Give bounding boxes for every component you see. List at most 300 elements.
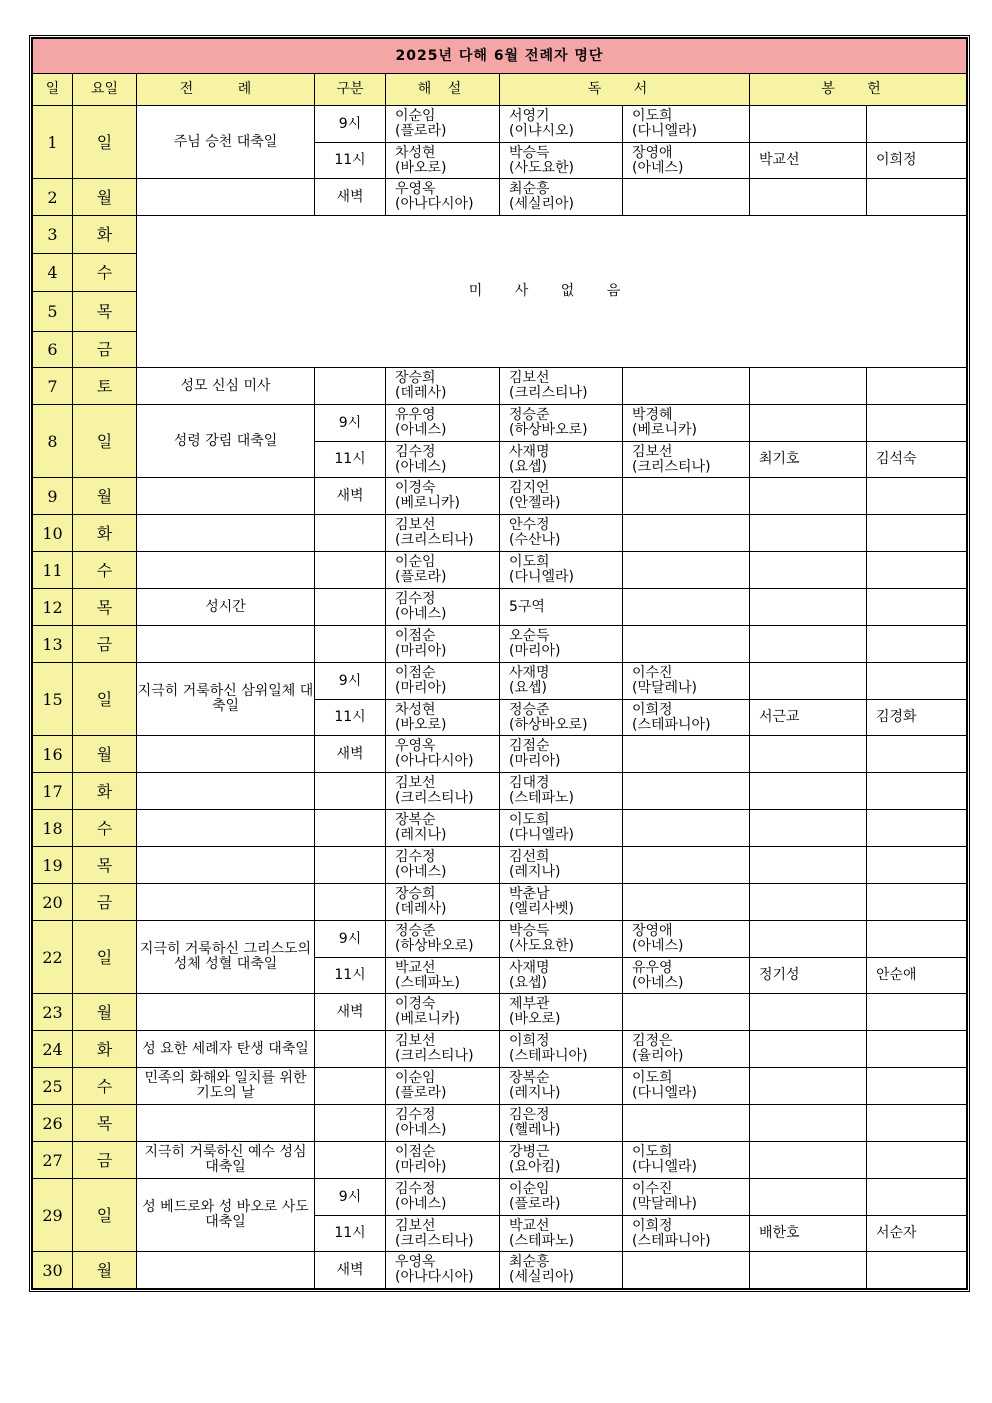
weekday-cell: 일 xyxy=(73,921,137,994)
table-row xyxy=(33,515,967,552)
offertory-cell-1 xyxy=(750,921,867,958)
person-name: 이희정 xyxy=(509,1033,550,1049)
day-cell: 5 xyxy=(33,292,73,332)
person-cell xyxy=(623,1105,750,1142)
person-cell xyxy=(386,1068,500,1105)
baptismal-name: (마리아) xyxy=(395,680,447,696)
baptismal-name: (데레사) xyxy=(395,385,447,401)
person-name: 장영애 xyxy=(632,923,673,939)
person-cell xyxy=(623,884,750,921)
day-cell: 20 xyxy=(33,884,73,921)
offertory-cell-1 xyxy=(750,626,867,663)
person-name: 김보선 xyxy=(395,1033,436,1049)
offertory-cell-1 xyxy=(750,1031,867,1068)
person-name: 이순임 xyxy=(395,554,436,570)
baptismal-name: (안젤라) xyxy=(509,495,561,511)
offertory-cell-2 xyxy=(867,773,967,810)
offertory-cell-1 xyxy=(750,478,867,515)
person-name: 김대경 xyxy=(509,775,550,791)
baptismal-name: (하상바오로) xyxy=(509,422,588,438)
offertory-cell-2 xyxy=(867,847,967,884)
offertory-cell-1 xyxy=(750,1252,867,1289)
person-cell xyxy=(386,1142,500,1179)
offertory-cell-2 xyxy=(867,179,967,216)
day-cell: 7 xyxy=(33,368,73,405)
weekday-cell: 목 xyxy=(73,292,137,332)
person-cell xyxy=(623,958,750,994)
baptismal-name: (스테파노) xyxy=(509,790,575,806)
person-cell xyxy=(623,143,750,179)
person-name: 김수정 xyxy=(395,1107,436,1123)
person-cell xyxy=(500,143,623,179)
person-name: 이순임 xyxy=(395,108,436,124)
person-name: 차성현 xyxy=(395,144,436,161)
weekday-cell: 화 xyxy=(73,773,137,810)
person-name: 제부관 xyxy=(509,996,550,1012)
day-cell: 6 xyxy=(33,332,73,368)
person-name: 사재명 xyxy=(509,443,550,460)
baptismal-name: (레지나) xyxy=(509,864,561,880)
person-cell xyxy=(623,1031,750,1068)
person-name: 이수진 xyxy=(632,1181,673,1197)
person-name: 이경숙 xyxy=(395,480,436,496)
person-cell xyxy=(386,552,500,589)
person-name: 유우영 xyxy=(395,407,436,423)
baptismal-name: (하상바오로) xyxy=(395,938,474,954)
person-name: 이희정 xyxy=(632,701,673,718)
baptismal-name: (마리아) xyxy=(395,1159,447,1175)
person-cell xyxy=(623,921,750,958)
day-cell: 27 xyxy=(33,1142,73,1179)
offertory-cell-2 xyxy=(867,106,967,143)
mass-time-cell: 11시 xyxy=(315,700,386,736)
person-cell xyxy=(623,589,750,626)
person-cell xyxy=(500,552,623,589)
person-cell xyxy=(623,478,750,515)
header-commentary: 해 설 xyxy=(386,74,500,106)
weekday-cell: 목 xyxy=(73,1105,137,1142)
baptismal-name: (레지나) xyxy=(509,1085,561,1101)
person-name: 장복순 xyxy=(395,812,436,828)
mass-time-cell xyxy=(315,884,386,921)
person-cell xyxy=(386,1105,500,1142)
day-cell: 25 xyxy=(33,1068,73,1105)
person-cell xyxy=(500,478,623,515)
day-cell: 10 xyxy=(33,515,73,552)
person-name: 장복순 xyxy=(509,1070,550,1086)
person-cell xyxy=(500,736,623,773)
baptismal-name: (스테파니아) xyxy=(632,716,711,733)
offertory-cell-2: 안순애 xyxy=(867,958,967,994)
weekday-cell: 일 xyxy=(73,106,137,179)
baptismal-name: (아네스) xyxy=(632,974,684,991)
person-name: 이점순 xyxy=(395,628,436,644)
baptismal-name: (크리스티나) xyxy=(509,385,588,401)
person-cell xyxy=(386,1179,500,1216)
mass-time-cell xyxy=(315,626,386,663)
baptismal-name: (마리아) xyxy=(509,643,561,659)
person-cell xyxy=(386,143,500,179)
weekday-cell: 화 xyxy=(73,1031,137,1068)
person-name: 김보선 xyxy=(395,1217,436,1234)
person-name: 정승준 xyxy=(509,407,550,423)
baptismal-name: (플로라) xyxy=(395,123,447,139)
weekday-cell: 월 xyxy=(73,478,137,515)
celebration-cell xyxy=(137,179,315,216)
offertory-cell-2: 이희정 xyxy=(867,143,967,179)
weekday-cell: 월 xyxy=(73,994,137,1031)
offertory-cell-1: 서근교 xyxy=(750,700,867,736)
mass-time-cell: 11시 xyxy=(315,1216,386,1252)
baptismal-name: (하상바오로) xyxy=(509,716,588,733)
person-name: 유우영 xyxy=(632,959,673,976)
mass-time-cell: 9시 xyxy=(315,1179,386,1216)
offertory-cell-2 xyxy=(867,663,967,700)
person-name: 정승준 xyxy=(395,923,436,939)
offertory-cell-1: 배한호 xyxy=(750,1216,867,1252)
mass-time-cell: 새벽 xyxy=(315,478,386,515)
baptismal-name: (플로라) xyxy=(509,1196,561,1212)
weekday-cell: 수 xyxy=(73,1068,137,1105)
person-cell xyxy=(500,405,623,442)
table-row xyxy=(33,994,967,1031)
person-cell xyxy=(623,1216,750,1252)
mass-time-cell xyxy=(315,368,386,405)
baptismal-name: (데레사) xyxy=(395,901,447,917)
offertory-cell-1 xyxy=(750,736,867,773)
offertory-cell-2 xyxy=(867,884,967,921)
person-cell xyxy=(500,1031,623,1068)
weekday-cell: 수 xyxy=(73,552,137,589)
person-name: 이순임 xyxy=(509,1181,550,1197)
person-cell xyxy=(623,663,750,700)
person-cell xyxy=(386,958,500,994)
table-row xyxy=(33,179,967,216)
person-cell xyxy=(500,1142,623,1179)
person-cell xyxy=(623,736,750,773)
table-row xyxy=(33,106,967,143)
offertory-cell-2 xyxy=(867,1105,967,1142)
baptismal-name: (크리스티나) xyxy=(395,790,474,806)
day-cell: 24 xyxy=(33,1031,73,1068)
weekday-cell: 금 xyxy=(73,1142,137,1179)
day-cell: 1 xyxy=(33,106,73,179)
celebration-cell xyxy=(137,884,315,921)
offertory-cell-2: 서순자 xyxy=(867,1216,967,1252)
day-cell: 19 xyxy=(33,847,73,884)
person-cell xyxy=(500,1179,623,1216)
baptismal-name: (레지나) xyxy=(395,827,447,843)
baptismal-name: (바오로) xyxy=(395,159,447,176)
day-cell: 17 xyxy=(33,773,73,810)
day-cell: 3 xyxy=(33,216,73,254)
header-celebration: 전 례 xyxy=(137,74,315,106)
table-row xyxy=(33,847,967,884)
baptismal-name: (아네스) xyxy=(632,938,684,954)
celebration-cell: 성 요한 세례자 탄생 대축일 xyxy=(137,1031,315,1068)
day-cell: 4 xyxy=(33,254,73,292)
offertory-cell-2 xyxy=(867,1068,967,1105)
person-cell xyxy=(500,106,623,143)
person-cell xyxy=(500,368,623,405)
table-row xyxy=(33,1252,967,1289)
celebration-cell: 지극히 거룩하신 삼위일체 대축일 xyxy=(137,663,315,736)
offertory-cell-2: 김경화 xyxy=(867,700,967,736)
baptismal-name: (베로니카) xyxy=(395,495,461,511)
table-row xyxy=(33,884,967,921)
baptismal-name: (요셉) xyxy=(509,458,547,475)
mass-time-cell xyxy=(315,589,386,626)
offertory-cell-1 xyxy=(750,106,867,143)
person-name: 서영기 xyxy=(509,108,550,124)
baptismal-name: (다니엘라) xyxy=(509,827,575,843)
baptismal-name: (베로니카) xyxy=(632,422,698,438)
person-cell xyxy=(500,1252,623,1289)
celebration-cell xyxy=(137,736,315,773)
day-cell: 15 xyxy=(33,663,73,736)
header-readers: 독 서 xyxy=(500,74,750,106)
day-cell: 30 xyxy=(33,1252,73,1289)
weekday-cell: 일 xyxy=(73,405,137,478)
person-name: 장승희 xyxy=(395,886,436,902)
person-cell xyxy=(386,1031,500,1068)
offertory-cell-2 xyxy=(867,810,967,847)
mass-time-cell xyxy=(315,552,386,589)
person-name: 안수정 xyxy=(509,517,550,533)
weekday-cell: 일 xyxy=(73,663,137,736)
baptismal-name: (아네스) xyxy=(395,1122,447,1138)
mass-time-cell: 11시 xyxy=(315,958,386,994)
person-name: 강병근 xyxy=(509,1144,550,1160)
day-cell: 22 xyxy=(33,921,73,994)
mass-time-cell xyxy=(315,773,386,810)
offertory-cell-1 xyxy=(750,847,867,884)
offertory-cell-2 xyxy=(867,1142,967,1179)
baptismal-name: (이냐시오) xyxy=(509,123,575,139)
person-cell xyxy=(386,994,500,1031)
mass-time-cell: 9시 xyxy=(315,106,386,143)
celebration-cell xyxy=(137,626,315,663)
offertory-cell-1: 최기호 xyxy=(750,442,867,478)
mass-time-cell: 새벽 xyxy=(315,179,386,216)
baptismal-name: (세실리아) xyxy=(509,1269,575,1285)
day-cell: 8 xyxy=(33,405,73,478)
weekday-cell: 금 xyxy=(73,626,137,663)
day-cell: 23 xyxy=(33,994,73,1031)
person-cell xyxy=(386,736,500,773)
person-name: 정승준 xyxy=(509,701,550,718)
person-cell xyxy=(500,515,623,552)
mass-time-cell: 9시 xyxy=(315,921,386,958)
celebration-cell xyxy=(137,1252,315,1289)
person-cell xyxy=(623,1068,750,1105)
person-cell xyxy=(623,442,750,478)
celebration-cell xyxy=(137,810,315,847)
offertory-cell-1 xyxy=(750,179,867,216)
person-cell xyxy=(386,626,500,663)
offertory-cell-2 xyxy=(867,405,967,442)
offertory-cell-1 xyxy=(750,884,867,921)
mass-time-cell: 9시 xyxy=(315,405,386,442)
person-name: 이순임 xyxy=(395,1070,436,1086)
baptismal-name: (스테파니아) xyxy=(632,1232,711,1249)
baptismal-name: (다니엘라) xyxy=(632,123,698,139)
person-name: 이경숙 xyxy=(395,996,436,1012)
person-cell xyxy=(500,589,623,626)
person-cell xyxy=(623,700,750,736)
person-name: 박교선 xyxy=(509,1217,550,1234)
person-name: 김보선 xyxy=(509,370,550,386)
offertory-cell-2 xyxy=(867,478,967,515)
person-cell xyxy=(386,515,500,552)
person-name: 김수정 xyxy=(395,849,436,865)
baptismal-name: (수산나) xyxy=(509,532,561,548)
day-cell: 11 xyxy=(33,552,73,589)
table-row xyxy=(33,552,967,589)
person-name: 이점순 xyxy=(395,1144,436,1160)
celebration-cell: 지극히 거룩하신 예수 성심 대축일 xyxy=(137,1142,315,1179)
table-row xyxy=(33,216,967,254)
person-name: 김수정 xyxy=(395,443,436,460)
baptismal-name: (아나다시아) xyxy=(395,196,474,212)
celebration-cell: 성시간 xyxy=(137,589,315,626)
baptismal-name: (헬레나) xyxy=(509,1122,561,1138)
baptismal-name: (막달레나) xyxy=(632,1196,698,1212)
offertory-cell-2 xyxy=(867,368,967,405)
offertory-cell-1 xyxy=(750,773,867,810)
header-dow: 요일 xyxy=(73,74,137,106)
day-cell: 9 xyxy=(33,478,73,515)
person-name: 김수정 xyxy=(395,591,436,607)
celebration-cell xyxy=(137,1105,315,1142)
baptismal-name: (아네스) xyxy=(632,159,684,176)
person-cell xyxy=(386,847,500,884)
person-name: 차성현 xyxy=(395,701,436,718)
person-name: 김지언 xyxy=(509,480,550,496)
person-cell xyxy=(386,478,500,515)
mass-time-cell: 새벽 xyxy=(315,994,386,1031)
person-name: 우영옥 xyxy=(395,738,436,754)
person-name: 사재명 xyxy=(509,959,550,976)
offertory-cell-1: 박교선 xyxy=(750,143,867,179)
celebration-cell: 성 베드로와 성 바오로 사도 대축일 xyxy=(137,1179,315,1252)
person-cell xyxy=(500,994,623,1031)
offertory-cell-2 xyxy=(867,1179,967,1216)
offertory-cell-1 xyxy=(750,994,867,1031)
day-cell: 16 xyxy=(33,736,73,773)
table-row xyxy=(33,589,967,626)
person-cell xyxy=(623,106,750,143)
celebration-cell: 주님 승천 대축일 xyxy=(137,106,315,179)
celebration-cell xyxy=(137,773,315,810)
offertory-cell-2: 김석숙 xyxy=(867,442,967,478)
person-name: 박승득 xyxy=(509,923,550,939)
mass-time-cell xyxy=(315,515,386,552)
offertory-cell-1 xyxy=(750,515,867,552)
person-cell xyxy=(500,1105,623,1142)
weekday-cell: 수 xyxy=(73,254,137,292)
table-row xyxy=(33,626,967,663)
offertory-cell-1 xyxy=(750,368,867,405)
offertory-cell-2 xyxy=(867,994,967,1031)
offertory-cell-2 xyxy=(867,921,967,958)
person-name: 이희정 xyxy=(632,1217,673,1234)
baptismal-name: (막달레나) xyxy=(632,680,698,696)
person-cell xyxy=(500,179,623,216)
person-cell xyxy=(500,773,623,810)
celebration-cell xyxy=(137,552,315,589)
baptismal-name: (다니엘라) xyxy=(509,569,575,585)
person-cell xyxy=(500,1216,623,1252)
person-cell xyxy=(500,663,623,700)
mass-time-cell: 새벽 xyxy=(315,1252,386,1289)
day-cell: 13 xyxy=(33,626,73,663)
weekday-cell: 금 xyxy=(73,332,137,368)
person-name: 사재명 xyxy=(509,665,550,681)
baptismal-name: (세실리아) xyxy=(509,196,575,212)
table-row xyxy=(33,368,967,405)
baptismal-name: (아네스) xyxy=(395,1196,447,1212)
person-cell xyxy=(386,663,500,700)
offertory-cell-1 xyxy=(750,663,867,700)
table-row xyxy=(33,1179,967,1216)
offertory-cell-2 xyxy=(867,589,967,626)
person-name: 김점순 xyxy=(509,738,550,754)
celebration-cell: 지극히 거룩하신 그리스도의 성체 성혈 대축일 xyxy=(137,921,315,994)
no-mass-notice: 미 사 없 음 xyxy=(137,216,967,368)
offertory-cell-1 xyxy=(750,405,867,442)
weekday-cell: 월 xyxy=(73,1252,137,1289)
table-row xyxy=(33,663,967,700)
offertory-cell-1 xyxy=(750,1179,867,1216)
offertory-cell-2 xyxy=(867,1252,967,1289)
baptismal-name: (마리아) xyxy=(395,643,447,659)
person-cell xyxy=(386,700,500,736)
table-row xyxy=(33,736,967,773)
person-cell xyxy=(623,773,750,810)
mass-time-cell xyxy=(315,847,386,884)
day-cell: 29 xyxy=(33,1179,73,1252)
table-row xyxy=(33,921,967,958)
baptismal-name: (요셉) xyxy=(509,974,547,991)
offertory-cell-1 xyxy=(750,1142,867,1179)
person-name: 김보선 xyxy=(395,517,436,533)
mass-time-cell: 새벽 xyxy=(315,736,386,773)
baptismal-name: (엘리사벳) xyxy=(509,901,575,917)
person-cell xyxy=(500,810,623,847)
day-cell: 26 xyxy=(33,1105,73,1142)
person-cell xyxy=(623,552,750,589)
baptismal-name: (아네스) xyxy=(395,422,447,438)
baptismal-name: (플로라) xyxy=(395,569,447,585)
baptismal-name: (바오로) xyxy=(509,1011,561,1027)
table-row xyxy=(33,773,967,810)
celebration-cell xyxy=(137,515,315,552)
mass-time-cell: 9시 xyxy=(315,663,386,700)
offertory-cell-2 xyxy=(867,552,967,589)
weekday-cell: 금 xyxy=(73,884,137,921)
person-name: 이도희 xyxy=(509,554,550,570)
weekday-cell: 월 xyxy=(73,179,137,216)
baptismal-name: (아나다시아) xyxy=(395,753,474,769)
table-row xyxy=(33,478,967,515)
person-cell xyxy=(386,368,500,405)
baptismal-name: (사도요한) xyxy=(509,159,575,176)
person-name: 최순흥 xyxy=(509,1254,550,1270)
person-cell xyxy=(386,589,500,626)
person-cell xyxy=(500,700,623,736)
weekday-cell: 일 xyxy=(73,1179,137,1252)
